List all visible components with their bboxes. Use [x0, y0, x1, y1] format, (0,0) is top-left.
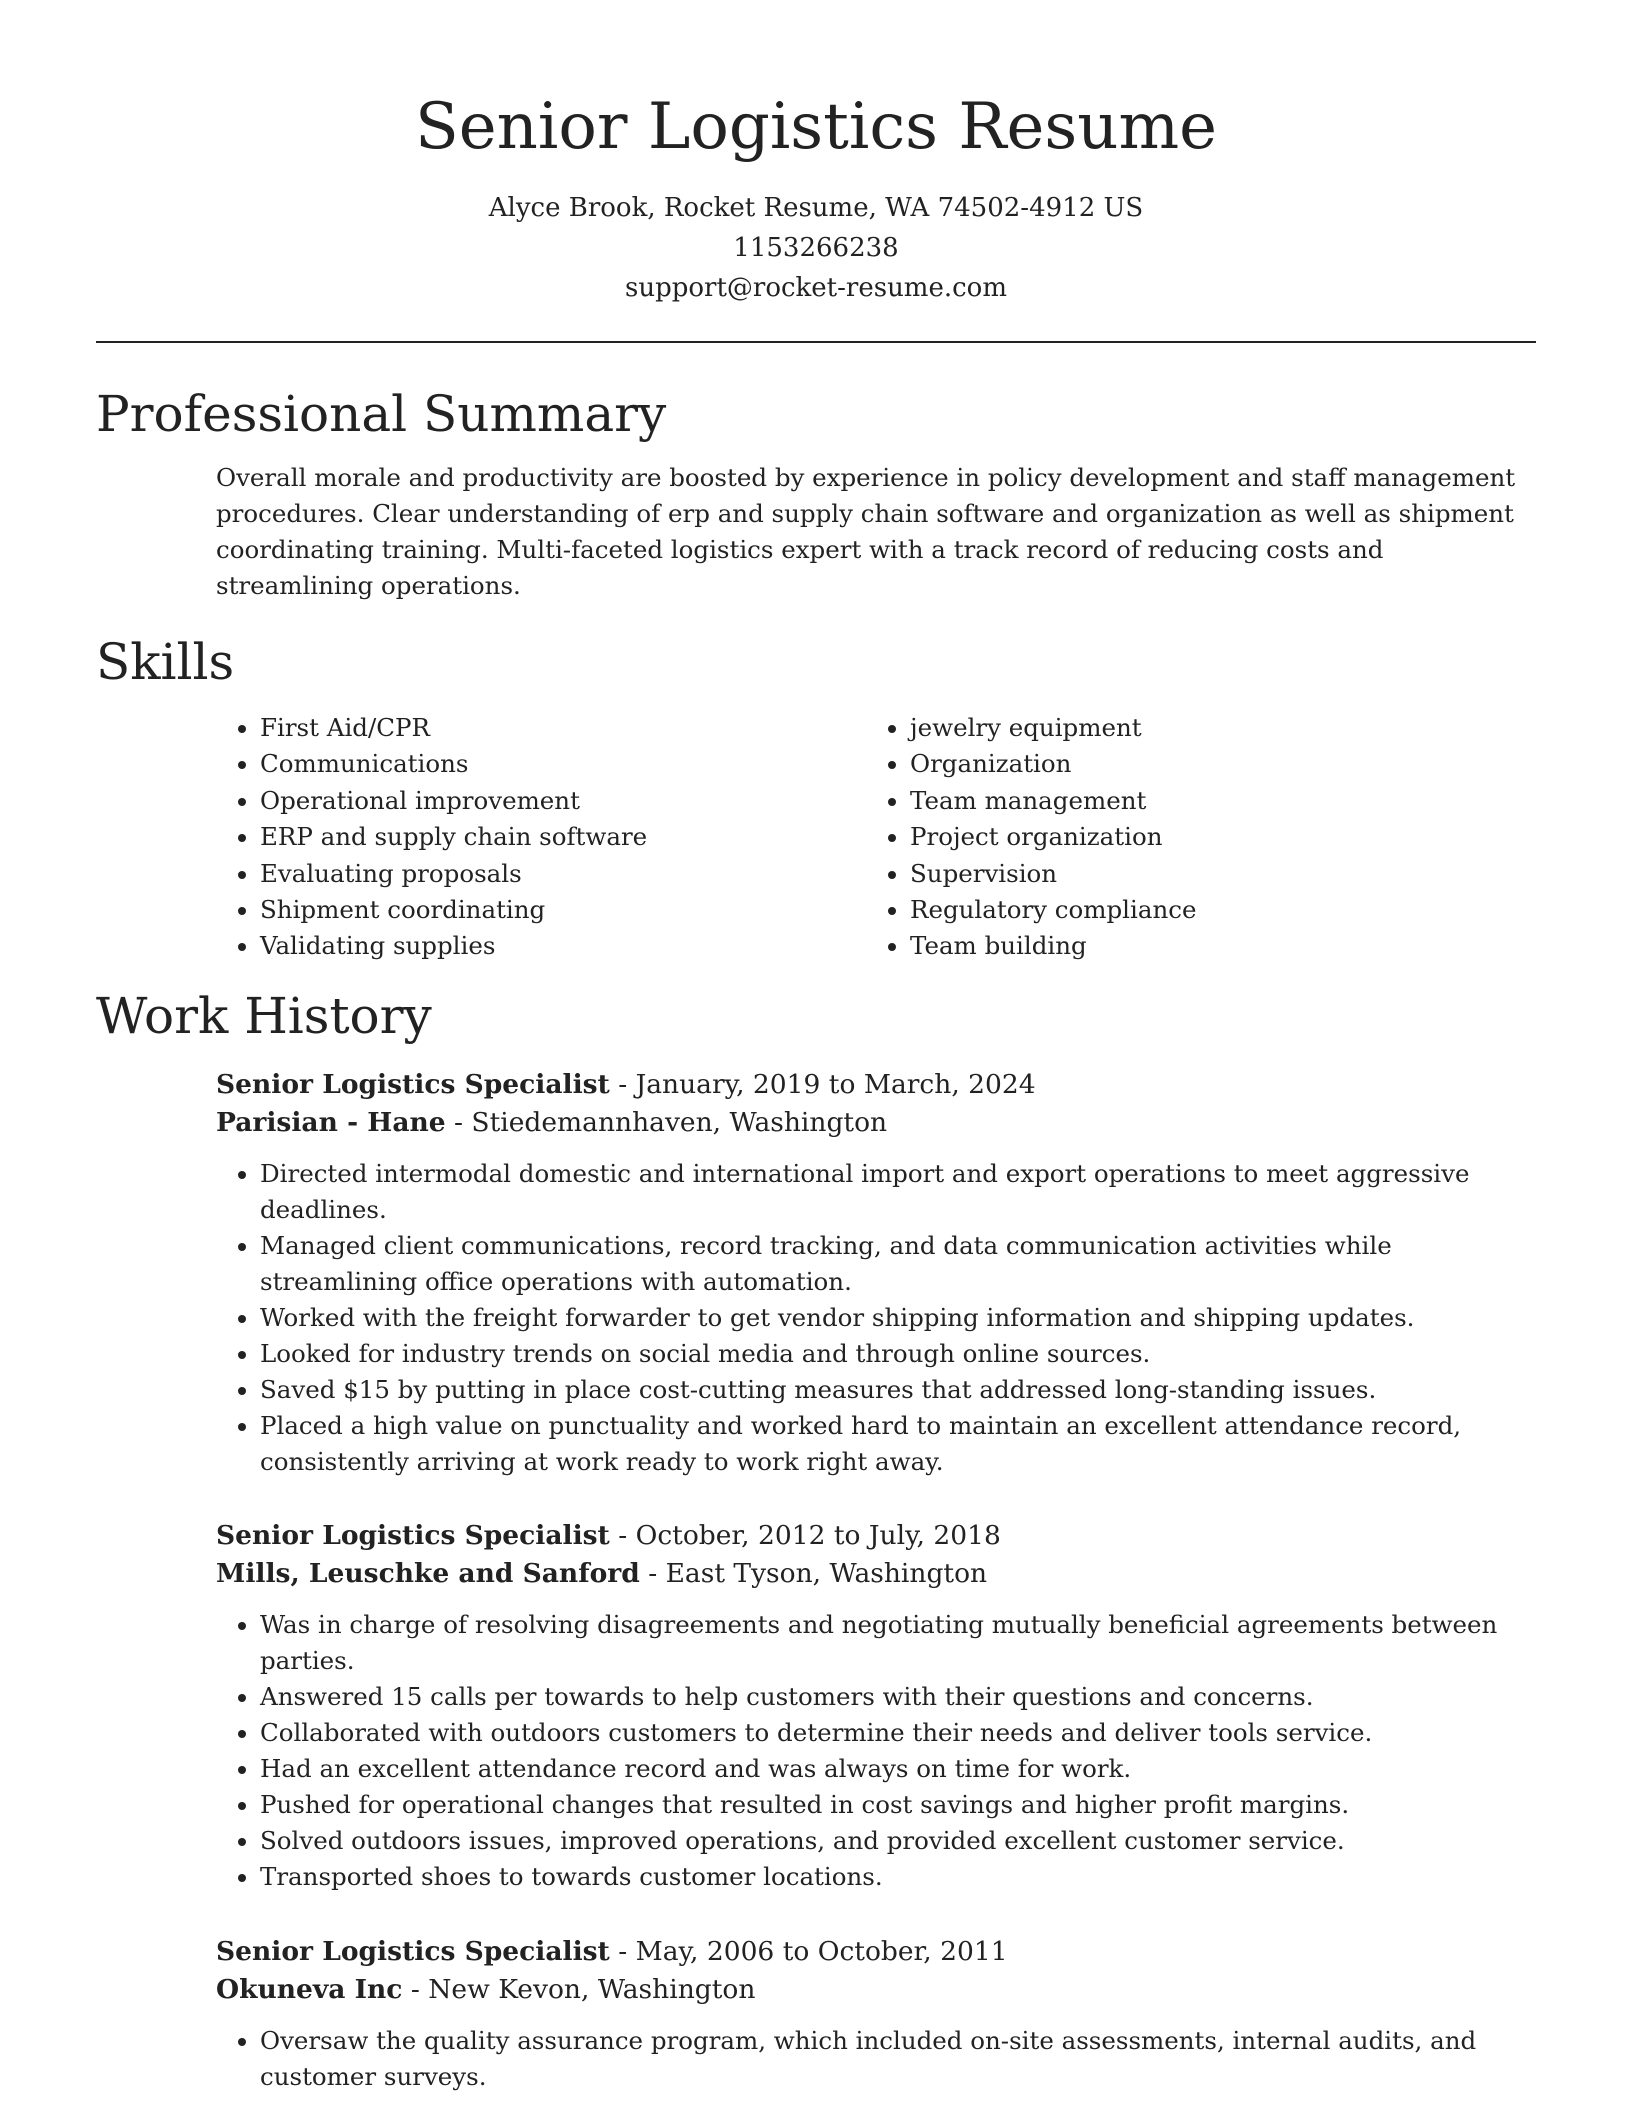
- job-dates: - May, 2006 to October, 2011: [609, 1936, 1008, 1967]
- job-title: Senior Logistics Specialist: [216, 1069, 610, 1100]
- skill-item: • Project organization: [910, 819, 1550, 855]
- skill-item: • Supervision: [910, 856, 1550, 892]
- job-bullet: • Saved $15 by putting in place cost-cutting measures that addressed long-standing issues.: [260, 1372, 1536, 1408]
- summary-heading: Professional Summary: [96, 385, 667, 443]
- skill-item: • ERP and supply chain software: [260, 819, 860, 855]
- job-bullet: • Had an excellent attendance record and was always on time for work.: [260, 1751, 1536, 1787]
- job-bullet: • Collaborated with outdoors customers to determine their needs and deliver tools service.: [260, 1715, 1536, 1751]
- job-bullet: • Solved outdoors issues, improved operations, and provided excellent customer service.: [260, 1823, 1536, 1859]
- skill-item: • Communications: [260, 746, 860, 782]
- job-title-line: [216, 1517, 1536, 1555]
- job-company-line: [216, 1104, 1536, 1142]
- job-company: Parisian - Hane: [216, 1107, 446, 1138]
- job-dates: - January, 2019 to March, 2024: [609, 1069, 1036, 1100]
- skill-item: • Team building: [910, 928, 1550, 964]
- job-title-line: [216, 1066, 1536, 1104]
- job-entry: [216, 1933, 1536, 2095]
- job-title-line: [216, 1933, 1536, 1971]
- job-bullet: • Pushed for operational changes that resulted in cost savings and higher profit margins.: [260, 1787, 1536, 1823]
- skill-item: • Validating supplies: [260, 928, 860, 964]
- job-location: - New Kevon, Washington: [402, 1974, 756, 2005]
- resume-title: Senior Logistics Resume: [414, 90, 1218, 164]
- job-bullet: • Worked with the freight forwarder to get vendor shipping information and shipping updates.: [260, 1300, 1536, 1336]
- summary-text: Overall morale and productivity are boosted by experience in policy development and staff management procedures. Clear understanding of erp and supply chain software and organization as well as shipment coordinating training. Multi-faceted logistics expert with a track record of reducing costs and streamlining operations.: [216, 463, 1516, 600]
- skills-heading: Skills: [96, 633, 235, 691]
- skill-item: • Shipment coordinating: [260, 892, 860, 928]
- job-entry: [216, 1517, 1536, 1895]
- job-bullet: • Managed client communications, record tracking, and data communication activities while streamlining office operations with automation.: [260, 1228, 1536, 1300]
- job-company: Mills, Leuschke and Sanford: [216, 1558, 640, 1589]
- job-entry: [216, 1066, 1536, 1480]
- job-bullet: • Transported shoes to towards customer locations.: [260, 1859, 1536, 1895]
- skill-item: • Operational improvement: [260, 783, 860, 819]
- job-dates: - October, 2012 to July, 2018: [609, 1520, 1001, 1551]
- job-bullet-list: [216, 2023, 1536, 2095]
- job-bullet-list: [216, 1607, 1536, 1895]
- skills-list-right: [866, 710, 1550, 965]
- resume-header: [0, 0, 1632, 308]
- skill-item: • Regulatory compliance: [910, 892, 1550, 928]
- job-company: Okuneva Inc: [216, 1974, 403, 2005]
- job-company-line: [216, 1555, 1536, 1593]
- job-bullet-list: [216, 1156, 1536, 1480]
- job-bullet: • Placed a high value on punctuality and worked hard to maintain an excellent attendance record, consistently arriving at work ready to work right away.: [260, 1408, 1536, 1480]
- job-bullet: • Directed intermodal domestic and international import and export operations to meet aggressive deadlines.: [260, 1156, 1536, 1228]
- skill-item: • First Aid/CPR: [260, 710, 860, 746]
- skills-list-left: [216, 710, 860, 965]
- job-location: - Stiedemannhaven, Washington: [445, 1107, 888, 1138]
- skill-item: • Team management: [910, 783, 1550, 819]
- job-title: Senior Logistics Specialist: [216, 1936, 610, 1967]
- skill-item: • Organization: [910, 746, 1550, 782]
- job-bullet: • Looked for industry trends on social media and through online sources.: [260, 1336, 1536, 1372]
- work-history-heading: Work History: [96, 987, 432, 1045]
- contact-email: support@rocket-resume.com: [624, 273, 1007, 303]
- skill-item: • Evaluating proposals: [260, 856, 860, 892]
- job-bullet: • Was in charge of resolving disagreements and negotiating mutually beneficial agreements between parties.: [260, 1607, 1536, 1679]
- job-bullet: • Answered 15 calls per towards to help customers with their questions and concerns.: [260, 1679, 1536, 1715]
- contact-address: Alyce Brook, Rocket Resume, WA 74502-4912 US: [488, 193, 1144, 223]
- job-location: - East Tyson, Washington: [639, 1558, 988, 1589]
- contact-phone: 1153266238: [733, 233, 899, 263]
- job-bullet: • Oversaw the quality assurance program, which included on-site assessments, internal audits, and customer surveys.: [260, 2023, 1536, 2095]
- header-divider: [96, 341, 1536, 343]
- skill-item: • jewelry equipment: [910, 710, 1550, 746]
- job-title: Senior Logistics Specialist: [216, 1520, 610, 1551]
- job-company-line: [216, 1971, 1536, 2009]
